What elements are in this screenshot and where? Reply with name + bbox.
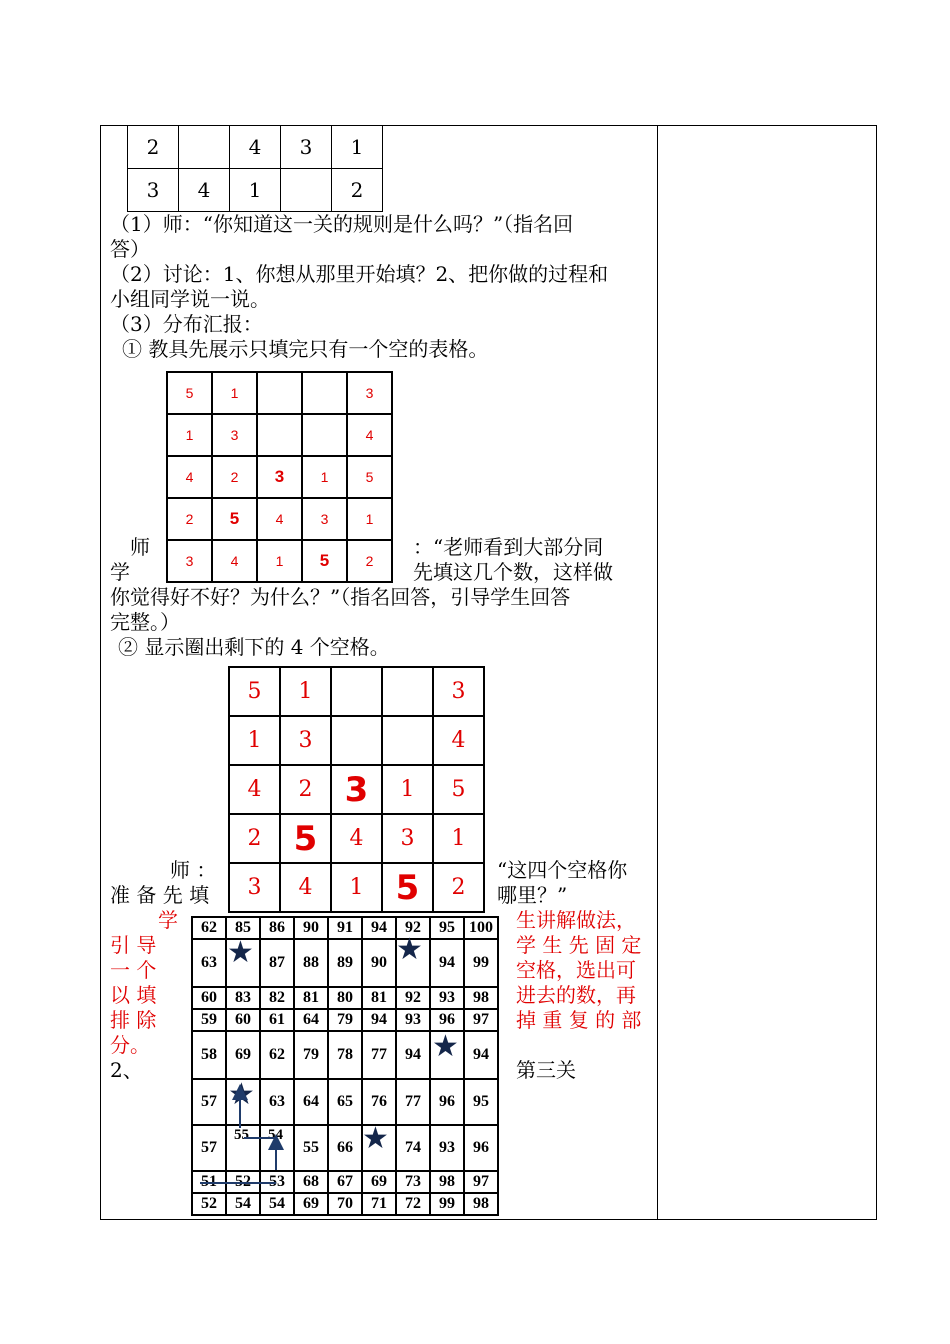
star-icon: ★ — [227, 935, 254, 970]
grid-cell: 99 — [464, 939, 498, 987]
question-line: （1）师：“你知道这一关的规则是什么吗？”（指名回 — [110, 212, 574, 236]
grid-cell: 60 — [226, 1009, 260, 1031]
grid-cell: 93 — [396, 1009, 430, 1031]
grid-cell: 66 — [328, 1125, 362, 1171]
grid-cell: 2 — [332, 169, 383, 212]
star-icon: ★ — [362, 1121, 389, 1156]
grid-cell: 90 — [362, 939, 396, 987]
grid-cell: 100 — [464, 917, 498, 939]
question-line: 答） — [110, 237, 150, 261]
grid-cell: 4 — [347, 414, 392, 456]
grid-cell: 1 — [257, 540, 302, 582]
grid-cell: 3 — [128, 169, 179, 212]
grid-cell: 2 — [212, 456, 257, 498]
step-two: ② 显示圈出剩下的 4 个空格。 — [118, 635, 390, 659]
grid-cell: 2 — [128, 126, 179, 169]
grid-cell: 83 — [226, 987, 260, 1009]
grid-cell: 3 — [212, 414, 257, 456]
grid-cell: 5 — [229, 667, 280, 716]
grid-cell: 5 — [302, 540, 347, 582]
grid-cell: 62 — [260, 1031, 294, 1079]
grid-cell: 81 — [294, 987, 328, 1009]
student-label: 学 — [110, 560, 130, 584]
maze-path-number: 54 — [268, 1127, 283, 1143]
grid-cell: 94 — [430, 939, 464, 987]
grid-cell: 4 — [433, 716, 484, 765]
grid-cell: 4 — [230, 126, 281, 169]
grid-cell: 98 — [464, 987, 498, 1009]
grid-cell: 3 — [347, 372, 392, 414]
grid-cell: 3 — [382, 814, 433, 863]
grid-cell: 82 — [260, 987, 294, 1009]
grid-cell: 86 — [260, 917, 294, 939]
grid-cell: 51 — [192, 1171, 226, 1193]
grid-cell: 89 — [328, 939, 362, 987]
grid-cell: 87 — [260, 939, 294, 987]
guide-text: 引 导 — [110, 933, 157, 957]
guide-text: 进去的数，再 — [516, 983, 636, 1007]
grid-cell: 69 — [294, 1193, 328, 1215]
grid-cell: 4 — [179, 169, 230, 212]
grid-cell: 71 — [362, 1193, 396, 1215]
teacher-label: 师 — [130, 535, 150, 559]
grid-cell: 1 — [212, 372, 257, 414]
guide-text: 分。 — [110, 1033, 150, 1057]
guide-text: 学 — [158, 908, 178, 932]
grid-cell: 1 — [280, 667, 331, 716]
grid-cell: 4 — [212, 540, 257, 582]
grid-cell: 58 — [192, 1031, 226, 1079]
teacher-quote: 先填这几个数，这样做 — [413, 560, 613, 584]
grid-cell: 76 — [362, 1079, 396, 1125]
discussion-line: （2）讨论：1、你想从那里开始填？2、把你做的过程和 — [110, 262, 609, 286]
teacher-quote: 完整。） — [110, 610, 180, 634]
grid-cell: 61 — [260, 1009, 294, 1031]
grid-cell: 88 — [294, 939, 328, 987]
grid-cell: 4 — [257, 498, 302, 540]
grid-cell: 1 — [167, 414, 212, 456]
grid-cell: 2 — [229, 814, 280, 863]
grid-cell: 2 — [167, 498, 212, 540]
grid-cell: 5 — [280, 814, 331, 863]
grid-cell: 52 — [192, 1193, 226, 1215]
grid-cell: 5 — [382, 863, 433, 912]
grid-cell: 5 — [212, 498, 257, 540]
grid-cell: 98 — [430, 1171, 464, 1193]
grid-cell: 3 — [167, 540, 212, 582]
grid-cell: 5 — [347, 456, 392, 498]
grid-cell: 95 — [430, 917, 464, 939]
grid-cell: 63 — [192, 939, 226, 987]
grid-cell: 99 — [430, 1193, 464, 1215]
teacher-quote: ：“老师看到大部分同 — [413, 535, 604, 559]
grid-cell: 67 — [328, 1171, 362, 1193]
section-number: 2、 — [110, 1058, 143, 1082]
grid-cell: 79 — [328, 1009, 362, 1031]
grid-cell: 96 — [464, 1125, 498, 1171]
grid-cell: 69 — [362, 1171, 396, 1193]
grid-cell: 57 — [192, 1125, 226, 1171]
teacher-quote: “这四个空格你 — [497, 858, 628, 882]
grid-cell: 85 — [226, 917, 260, 939]
grid-cell: 68 — [294, 1171, 328, 1193]
teacher-label: 师 ： — [170, 858, 217, 882]
grid-cell: 73 — [396, 1171, 430, 1193]
grid-cell: 92 — [396, 917, 430, 939]
teacher-quote: 准 备 先 填 — [110, 883, 210, 907]
grid-cell: 63 — [260, 1079, 294, 1125]
guide-text: 排 除 — [110, 1008, 157, 1032]
grid-cell: 65 — [328, 1079, 362, 1125]
grid-cell: 96 — [430, 1009, 464, 1031]
grid-cell: 5 — [167, 372, 212, 414]
grid-cell: 78 — [328, 1031, 362, 1079]
grid-cell: 64 — [294, 1079, 328, 1125]
star-icon: ★ — [432, 1029, 459, 1064]
grid-cell: 57 — [192, 1079, 226, 1125]
grid-cell: 3 — [229, 863, 280, 912]
grid-cell: 5 — [433, 765, 484, 814]
grid-cell: 1 — [382, 765, 433, 814]
grid-cell: 74 — [396, 1125, 430, 1171]
grid-cell: 3 — [281, 126, 332, 169]
grid-cell: 79 — [294, 1031, 328, 1079]
grid-cell: 70 — [328, 1193, 362, 1215]
grid-cell: 3 — [257, 456, 302, 498]
discussion-line: 小组同学说一说。 — [110, 287, 270, 311]
grid-cell: 4 — [331, 814, 382, 863]
grid-cell: 53 — [260, 1171, 294, 1193]
grid-cell: 94 — [362, 1009, 396, 1031]
grid-cell: 3 — [331, 765, 382, 814]
grid-cell: 4 — [229, 765, 280, 814]
grid-cell: 69 — [226, 1031, 260, 1079]
guide-text: 掉 重 复 的 部 — [516, 1008, 642, 1032]
grid-cell: 2 — [347, 540, 392, 582]
grid-cell: 1 — [331, 863, 382, 912]
grid-cell: 97 — [464, 1009, 498, 1031]
grid-cell: 92 — [396, 987, 430, 1009]
grid-cell: 1 — [229, 716, 280, 765]
grid-cell: 1 — [433, 814, 484, 863]
grid-cell: 94 — [464, 1031, 498, 1079]
grid-cell: 3 — [433, 667, 484, 716]
report-heading: （3）分布汇报： — [110, 312, 263, 336]
grid-cell: 52 — [226, 1171, 260, 1193]
grid-cell: 95 — [464, 1079, 498, 1125]
teacher-quote: 哪里？” — [497, 883, 568, 907]
grid-cell: 81 — [362, 987, 396, 1009]
grid-cell: 55 — [294, 1125, 328, 1171]
teacher-quote: 你觉得好不好？为什么？”（指名回答，引导学生回答 — [110, 585, 571, 609]
grid-cell: 1 — [332, 126, 383, 169]
grid-cell: 3 — [302, 498, 347, 540]
grid-cell: 94 — [396, 1031, 430, 1079]
grid-cell: 2 — [433, 863, 484, 912]
grid-cell: 77 — [362, 1031, 396, 1079]
grid-cell: 98 — [464, 1193, 498, 1215]
level-three-label: 第三关 — [516, 1058, 576, 1082]
star-icon: ★ — [228, 1077, 255, 1112]
grid-cell: 91 — [328, 917, 362, 939]
grid-cell: 1 — [230, 169, 281, 212]
grid-cell: 97 — [464, 1171, 498, 1193]
grid-cell: 59 — [192, 1009, 226, 1031]
grid-cell: 54 — [226, 1193, 260, 1215]
grid-cell: 2 — [280, 765, 331, 814]
maze-path-number: 55 — [234, 1127, 249, 1143]
guide-text: 空格，选出可 — [516, 958, 636, 982]
grid-cell: 62 — [192, 917, 226, 939]
grid-cell: 93 — [430, 987, 464, 1009]
grid-cell: 77 — [396, 1079, 430, 1125]
guide-text: 一 个 — [110, 958, 157, 982]
grid-cell: 64 — [294, 1009, 328, 1031]
grid-cell: 1 — [347, 498, 392, 540]
grid-cell: 96 — [430, 1079, 464, 1125]
star-icon: ★ — [396, 932, 423, 967]
grid-cell: 90 — [294, 917, 328, 939]
grid-cell: 60 — [192, 987, 226, 1009]
guide-text: 学 生 先 固 定 — [516, 933, 642, 957]
grid-cell: 1 — [302, 456, 347, 498]
grid-cell: 3 — [280, 716, 331, 765]
grid-cell: 80 — [328, 987, 362, 1009]
guide-text: 以 填 — [110, 983, 157, 1007]
grid-cell: 72 — [396, 1193, 430, 1215]
grid-cell: 94 — [362, 917, 396, 939]
grid-cell: 4 — [167, 456, 212, 498]
grid-cell: 4 — [280, 863, 331, 912]
grid-cell: 54 — [260, 1193, 294, 1215]
step-one: ① 教具先展示只填完只有一个空的表格。 — [122, 337, 489, 361]
grid-cell: 93 — [430, 1125, 464, 1171]
guide-text: 生讲解做法， — [516, 908, 636, 932]
